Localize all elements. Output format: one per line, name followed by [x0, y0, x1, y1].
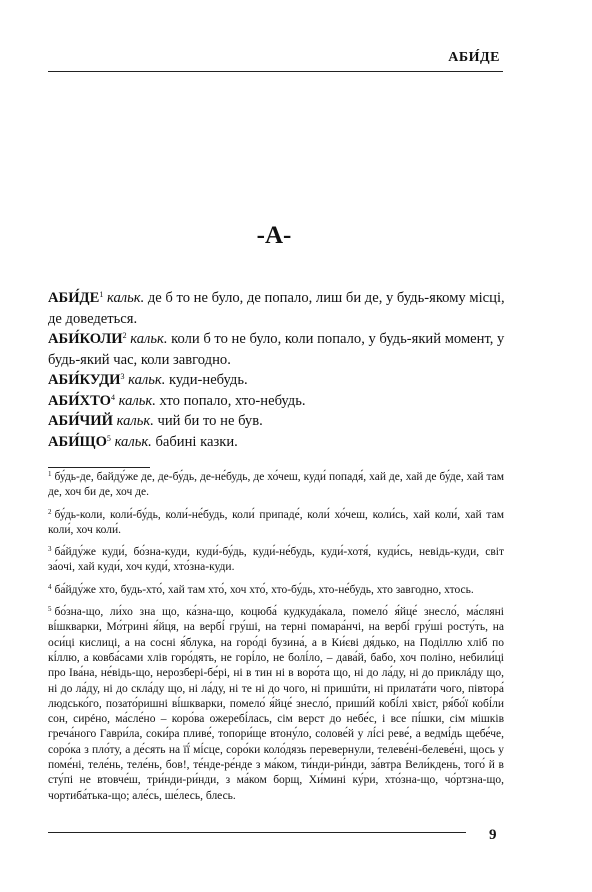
- running-head: АБИ́ДЕ: [448, 50, 500, 65]
- footnote: [48, 545, 504, 576]
- footnote-number: 5: [48, 605, 52, 614]
- grammar-label: кальк.: [118, 392, 156, 409]
- footnote-number: 2: [48, 507, 52, 516]
- definition: хто попало, хто-небудь.: [155, 392, 306, 409]
- grammar-label: кальк.: [114, 433, 152, 450]
- headword: АБИ́ЧИЙ: [48, 413, 113, 429]
- definition: де б то не було, де попало, лиш би де, у будь-якому місці, де доведеться.: [48, 290, 505, 327]
- dictionary-entry: [48, 432, 506, 453]
- headword: АБИ́ЩО: [48, 433, 107, 450]
- footnote-text: бу́дь-коли, коли́-бу́дь, коли́-не́будь, коли́ припаде́, коли́ хо́чеш, коли́сь, хай коли́, хай там коли́, хоч коли́.: [48, 508, 504, 536]
- definition: чий би то не був.: [153, 413, 263, 429]
- headword: АБИ́КУДИ: [48, 372, 121, 388]
- headword: АБИ́ДЕ: [48, 290, 100, 306]
- footnote-text: ба́йду́же хто, будь-хто́, хай там хто́, хоч хто́, хто-бу́дь, хто-не́будь, хто завгодно, хтось.: [54, 583, 474, 596]
- dictionary-entry: [48, 391, 506, 412]
- grammar-label: кальк.: [130, 331, 168, 347]
- dictionary-entry: [48, 411, 506, 432]
- header-rule: [48, 71, 503, 72]
- footnote: [48, 583, 504, 598]
- footnote-number: 1: [48, 470, 52, 478]
- footnote-text: бо́зна-що, ли́хо зна що, ка́зна-що, коцюба́ кудкуда́кала, помело́ я́йце́ знесло́, ма́сляні ві́шкварки, Мо́трині я́йця, на вербі́ гру́ші, на терні помара́нчі, на вербі́ гру́ші росту́ть, на оси́ці кислиці, а на сосні я́блука, на горо́ді бузина́, а в Ки́єві дя́дько, на Поділлю хліб по кі́ллю, а ковба́сами хлів горо́дять, не горі́ло, не болі́ло, – дава́й, бабо, хоч поліно, небили́ці про Іва́на, не́відь-що, нерозбері-бе́рі, ні в тин ні в воро́та що, ні до ла́ду, ні до приклáду що, ні до ла́ду, ні до скла́ду що, ні ла́ду, ні те ні до чого, ні пришúти, ні прилата́ти чого, півтора́ людсько́го, позато́ришні ві́шкварки, помело́ я́йце́ знесло́, приши́й кобі́лі хвіст, ря́бо́ї кобі́ли сон, сирéно, ма́сле́но – коро́ва ожеребі́лась, сім верст до небе́с, і все пі́шки, сім мішків греча́ного Гаври́ла, соки́ра пливе́, топори́ще втону́ло, солове́й у лі́сі реве́, а ведмі́дь щебе́че, соро́ка з пло́ту, а де́сять на її́ мі́сце, соро́ки коло́дязь перевернули, телеве́ні-белеве́ні, щось у поме́ні, теле́нь, теле́нь, бов!, те́нде-ре́нде з ма́ком, ти́нди-ри́нди, за́втра Вели́кдень, того́ й в сту́пі не втовче́ш, три́нди-ри́нди, з ма́ком борщ, Хи́мині ку́ри, хто́зна-що, чо́ртзна-що, чортиба́тька-що; але́сь, ше́лесь, блесь.: [48, 606, 504, 802]
- footnote-number: 3: [48, 545, 52, 554]
- headword: АБИ́КОЛИ: [48, 331, 123, 347]
- section-letter: -А-: [256, 222, 292, 249]
- footnote-mark: 2: [122, 331, 127, 340]
- footnote: [48, 605, 504, 804]
- definition: коли б то не було, коли попало, у будь-який момент, у будь-який час, коли завгодно.: [48, 331, 505, 368]
- footnote-text: бу́дь-де, байду́же де, де-бу́дь, де-не́будь, де хо́чеш, куди́ попадя́, хай де, хай де бу́де, хай там де, хоч би де, хоч де.: [48, 471, 504, 499]
- grammar-label: кальк.: [128, 372, 166, 388]
- footnote-mark: 3: [120, 372, 125, 381]
- definition: куди-небудь.: [165, 372, 248, 388]
- grammar-label: кальк.: [106, 290, 145, 306]
- dictionary-entry: [48, 329, 506, 370]
- footnote-mark: 1: [99, 290, 104, 299]
- definition: бабині казки.: [151, 433, 238, 450]
- headword: АБИ́ХТО: [48, 392, 111, 409]
- dictionary-entries: [48, 288, 506, 452]
- footnotes: [48, 470, 504, 811]
- grammar-label: кальк.: [116, 413, 154, 429]
- footnote-number: 4: [48, 582, 52, 591]
- footnote-text: ба́йду́же куди́, бо́зна-куди, куди́-бу́дь, куди́-не́будь, куди́-хотя́, куди́сь, невідь-куди, світ за́очі, хай куди́, хоч куди́, хто́зна-куди.: [48, 546, 504, 574]
- footnote-mark: 4: [110, 392, 115, 402]
- footnote: [48, 470, 504, 501]
- footer-rule: [48, 832, 466, 833]
- footnote-rule: [48, 467, 150, 468]
- footnote-mark: 5: [106, 433, 111, 443]
- page-number: 9: [489, 827, 497, 843]
- dictionary-entry: [48, 370, 506, 391]
- dictionary-entry: [48, 288, 506, 329]
- footnote: [48, 508, 504, 539]
